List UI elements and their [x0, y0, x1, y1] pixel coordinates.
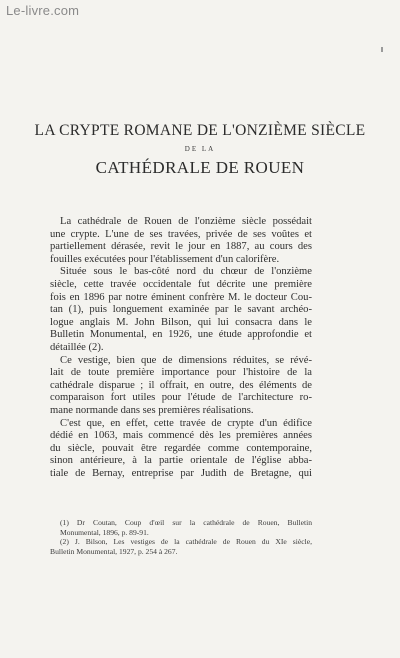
watermark: Le-livre.com [6, 3, 80, 18]
article-title-connector: DE LA [184, 145, 216, 153]
body-line: du siècle, pouvait être regardée comme contemporaine, [50, 442, 312, 454]
article-title-line-3: CATHÉDRALE DE ROUEN [95, 158, 305, 177]
article-title-line-1: LA CRYPTE ROMANE DE L'ONZIÈME SIÈCLE [34, 122, 366, 139]
footnote-line: (1) Dr Coutan, Coup d'œil sur la cathédrale de Rouen, Bulletin [60, 518, 312, 527]
body-line: Située sous le bas-côté nord du chœur de l'onzième [60, 266, 312, 278]
body-line: siècle, cette travée occidentale fut décrite une première [50, 278, 312, 290]
body-text [50, 216, 312, 480]
body-line: sinon antérieure, à la partie orientale de l'église abba- [50, 455, 312, 467]
footnotes [50, 518, 312, 556]
body-line: partiellement dérasée, revit le jour en 1887, au cours des [50, 241, 312, 253]
body-line: La cathédrale de Rouen de l'onzième siècle possédait [60, 216, 312, 227]
body-line: une crypte. L'une de ses travées, privée de ses voûtes et [50, 228, 312, 240]
footnote-line: Bulletin Monumental, 1927, p. 254 à 267. [50, 546, 178, 556]
body-line: logue anglais M. John Bilson, qui lui consacra dans le [50, 316, 312, 328]
body-line: cathédrale disparue ; il offrait, en outre, des éléments de [50, 379, 312, 391]
body-line: fois en 1896 par notre éminent confrère M. le docteur Cou- [50, 291, 312, 303]
body-line: comparaison fort utiles pour l'étude de l'architecture ro- [50, 392, 312, 404]
footnote-line: Monumental, 1896, p. 89-91. [60, 527, 149, 537]
body-line: tiale de Bernay, entreprise par Judith de Bretagne, qui [50, 467, 312, 479]
body-line: Ce vestige, bien que de dimensions réduites, se révé- [60, 354, 312, 366]
body-line: dédié en 1063, mais commencé dès les premières années [50, 430, 312, 442]
body-line: lait de toute première importance pour l'histoire de la [50, 367, 312, 379]
body-line: fouilles exécutées pour l'établissement d'un calorifère. [50, 253, 280, 265]
body-line: mane normande dans ses premières réalisations. [50, 404, 254, 416]
footnote-line: (2) J. Bilson, Les vestiges de la cathédrale de Rouen du XIe siècle, [60, 537, 312, 547]
body-line: Bulletin Monumental, en 1926, une étude approfondie et [50, 329, 312, 341]
margin-mark [381, 47, 383, 52]
body-line: détaillée (2). [50, 341, 104, 353]
body-line: C'est que, en effet, cette travée de crypte d'un édifice [60, 417, 312, 429]
body-line: tan (1), puis longuement examinée par le savant archéo- [50, 304, 312, 316]
